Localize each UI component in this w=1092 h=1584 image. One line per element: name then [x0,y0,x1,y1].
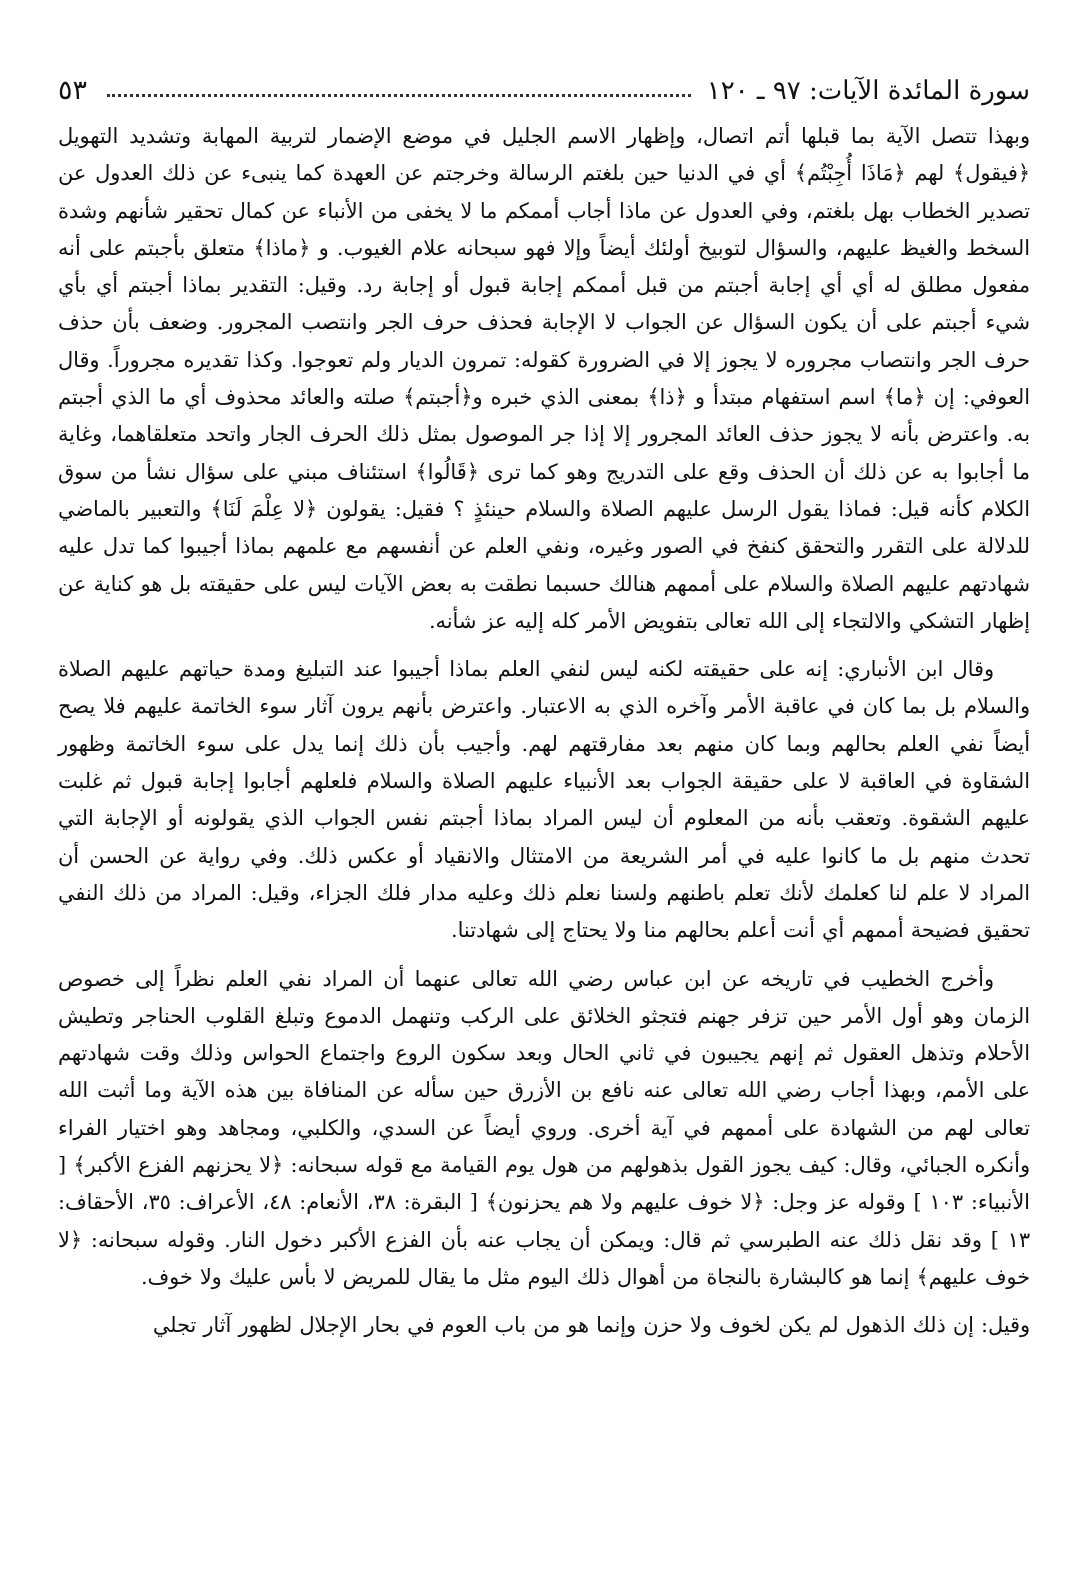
page-number: ٥٣ [58,75,88,106]
paragraph: وقال ابن الأنباري: إنه على حقيقته لكنه ليس لنفي العلم بماذا أجيبوا عند التبليغ ومدة حياتهم عليهم الصلاة والسلام بل بما كان في عاقبة الأمر وآخره الذي به الاعتبار. واعترض بأنهم يرون آثار سوء الخاتمة عليهم فلا يصح أيضاً نفي العلم بحالهم وبما كان منهم بعد مفارقتهم لهم. وأجيب بأن ذلك إنما يدل على سوء الخاتمة وظهور الشقاوة في العاقبة لا على حقيقة الجواب بعد الأنبياء عليهم الصلاة والسلام فلعلهم أجابوا إجابة قبول ثم غلبت عليهم الشقوة. وتعقب بأنه من المعلوم أن ليس المراد بماذا أجبتم نفس الجواب الذي يقولونه أو الإجابة التي تحدث منهم بل ما كانوا عليه في أمر الشريعة من الامتثال والانقياد أو عكس ذلك. وفي رواية عن الحسن أن المراد لا علم لنا كعلمك لأنك تعلم باطنهم ولسنا نعلم ذلك وعليه مدار فلك الجزاء، وقيل: المراد من ذلك النفي تحقيق فضيحة أممهم أي أنت أعلم بحالهم منا ولا يحتاج إلى شهادتنا. [58,657,1030,943]
paragraph: وبهذا تتصل الآية بما قبلها أتم اتصال، وإظهار الاسم الجليل في موضع الإضمار لتربية المهابة وتشديد التهويل ﴿فيقول﴾ لهم ﴿مَاذَا أُجِبْتُم﴾ أي في الدنيا حين بلغتم الرسالة وخرجتم عن العهدة كما ينبىء عن ذلك العدول عن تصدير الخطاب بهل بلغتم، وفي العدول عن ماذا أجاب أممكم ما لا يخفى من الأنباء عن كمال تحقير شأنهم وشدة السخط والغيظ عليهم، والسؤال لتوبيخ أولئك أيضاً وإلا فهو سبحانه علام الغيوب. و ﴿ماذا﴾ متعلق بأجبتم على أنه مفعول مطلق له أي أي إجابة أجبتم من قبل أممكم إجابة قبول أو إجابة رد. وقيل: التقدير بماذا أجبتم أي بأي شيء أجبتم على أن يكون السؤال عن الجواب لا الإجابة فحذف حرف الجر وانتصب المجرور. وضعف بأن حذف حرف الجر وانتصاب مجروره لا يجوز إلا في الضرورة كقوله: تمرون الديار ولم تعوجوا. وكذا تقديره مجروراً. وقال العوفي: إن ﴿ما﴾ اسم استفهام مبتدأ و ﴿ذا﴾ بمعنى الذي خبره و﴿أجبتم﴾ صلته والعائد محذوف أي ما الذي أجبتم به. واعترض بأنه لا يجوز حذف العائد المجرور إلا إذا جر الموصول بمثل ذلك الحرف الجار واتحد متعلقاهما، وغاية ما أجابوا به عن ذلك أن الحذف وقع على التدريج وهو كما ترى ﴿قَالُوا﴾ استئناف مبني على سؤال نشأ من سوق الكلام كأنه قيل: فماذا يقول الرسل عليهم الصلاة والسلام حينئذٍ ؟ فقيل: يقولون ﴿لا عِلْمَ لَنَا﴾ والتعبير بالماضي للدلالة على التقرر والتحقق كنفخ في الصور وغيره، ونفي العلم عن أنفسهم مع علمهم بماذا أجيبوا كما تدل عليه شهادتهم عليهم الصلاة والسلام على أممهم هنالك حسبما نطقت به بعض الآيات ليس على حقيقته بل هو كناية عن إظهار التشكي والالتجاء إلى الله تعالى بتفويض الأمر كله إليه عز شأنه. [58,124,1030,633]
header-title: سورة المائدة الآيات: ٩٧ ـ ١٢٠ [706,76,1030,106]
running-head [58,56,1030,106]
paragraph: وأخرج الخطيب في تاريخه عن ابن عباس رضي الله تعالى عنهما أن المراد نفي العلم نظراً إلى خصوص الزمان وهو أول الأمر حين تزفر جهنم فتجثو الخلائق على الركب وتنهمل الدموع وتبلغ القلوب الحناجر وتطيش الأحلام وتذهل العقول ثم إنهم يجيبون في ثاني الحال وبعد سكون الروع واجتماع الحواس وذلك وقت شهادتهم على الأمم، وبهذا أجاب رضي الله تعالى عنه نافع بن الأزرق حين سأله عن المنافاة بين هذه الآية وما أثبت الله تعالى لهم من الشهادة على أممهم في آية أخرى. وروي أيضاً عن السدي، والكلبي، ومجاهد وهو اختيار الفراء وأنكره الجبائي، وقال: كيف يجوز القول بذهولهم من هول يوم القيامة مع قوله سبحانه: ﴿لا يحزنهم الفزع الأكبر﴾ [ الأنبياء: ١٠٣ ] وقوله عز وجل: ﴿لا خوف عليهم ولا هم يحزنون﴾ [ البقرة: ٣٨، الأنعام: ٤٨، الأعراف: ٣٥، الأحقاف: ١٣ ] وقد نقل ذلك عنه الطبرسي ثم قال: ويمكن أن يجاب عنه بأن الفزع الأكبر دخول النار. وقوله سبحانه: ﴿لا خوف عليهم﴾ إنما هو كالبشارة بالنجاة من أهوال ذلك اليوم مثل ما يقال للمريض لا بأس عليك ولا خوف. [58,966,1030,1289]
dotted-leader [107,94,691,97]
body-text [58,118,1030,1345]
paragraph: وقيل: إن ذلك الذهول لم يكن لخوف ولا حزن وإنما هو من باب العوم في بحار الإجلال لظهور آثار تجلي [152,1313,1030,1338]
book-page [58,56,1030,1564]
